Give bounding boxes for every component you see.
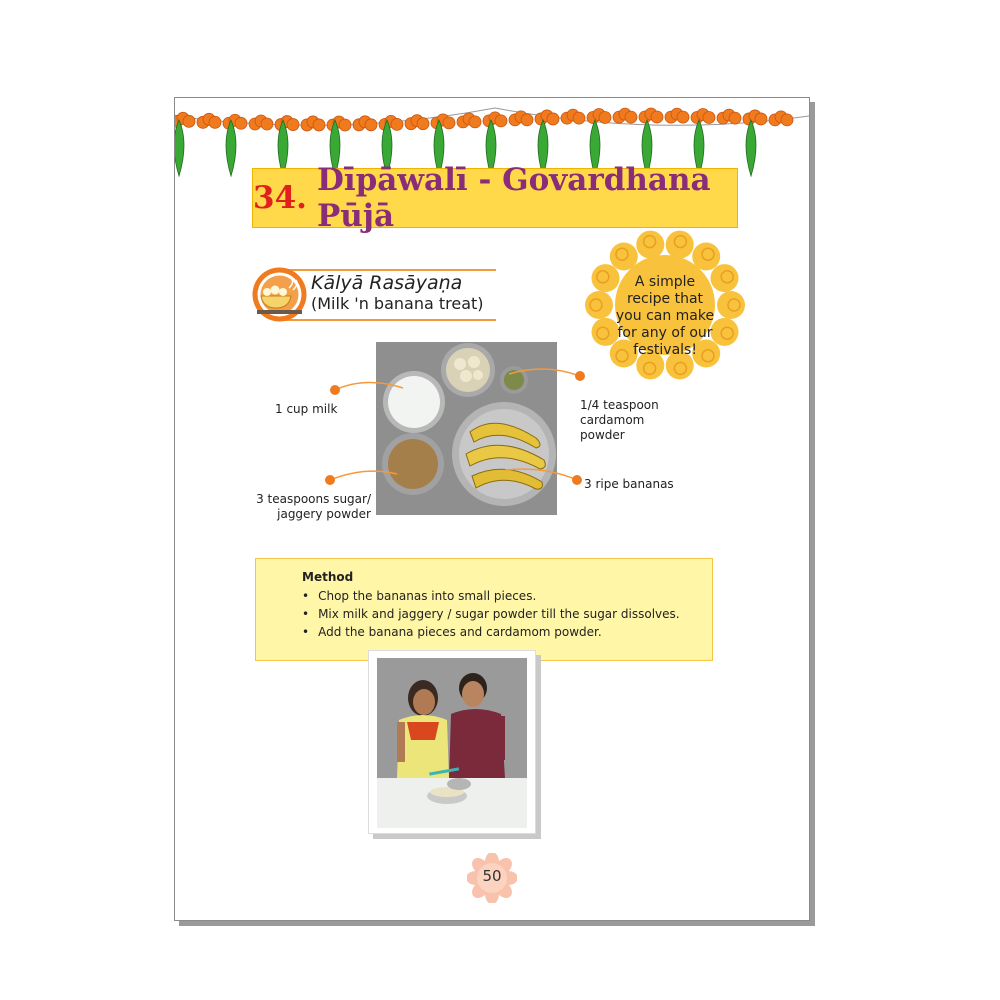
marigold-flower bbox=[509, 111, 533, 126]
page-number: 50 bbox=[482, 867, 502, 885]
marigold-flower bbox=[587, 109, 611, 124]
method-steps bbox=[302, 587, 680, 641]
marigold-flower bbox=[691, 109, 715, 124]
sun-ray bbox=[717, 291, 745, 319]
marigold-flower bbox=[483, 112, 507, 127]
book-page bbox=[174, 97, 810, 921]
bowl-of-sweets-icon bbox=[251, 266, 308, 323]
marigold-flower bbox=[327, 116, 351, 131]
children-cooking-photo bbox=[377, 658, 527, 828]
marigold-flower bbox=[665, 108, 689, 123]
sugar-label-line: jaggery powder bbox=[277, 507, 371, 521]
sun-ray bbox=[585, 291, 613, 319]
marigold-flower bbox=[561, 109, 585, 124]
ingredients-photo bbox=[376, 342, 557, 515]
marigold-flower bbox=[717, 109, 741, 124]
marigold-flower bbox=[353, 116, 377, 131]
sun-note-line: festivals! bbox=[633, 342, 697, 358]
sugar-label-line: 3 teaspoons sugar/ bbox=[256, 492, 371, 506]
mango-leaf bbox=[746, 120, 756, 176]
page-title bbox=[252, 162, 738, 234]
sun-ray bbox=[636, 231, 664, 259]
recipe-header bbox=[251, 266, 496, 323]
recipe-subtitle: (Milk 'n banana treat) bbox=[311, 294, 484, 313]
method-step-text: Add the banana pieces and cardamom powder. bbox=[318, 625, 602, 639]
divider bbox=[279, 319, 496, 321]
sun-note-line: A simple bbox=[634, 274, 696, 290]
marigold-flower bbox=[275, 116, 299, 131]
sun-note-line: recipe that bbox=[626, 291, 704, 307]
sun-ray bbox=[666, 231, 694, 259]
cardamom-label-line: cardamom bbox=[580, 413, 645, 427]
method-title: Method bbox=[302, 570, 354, 584]
marigold-flower bbox=[535, 110, 559, 125]
marigold-flower bbox=[223, 114, 247, 129]
sun-note bbox=[611, 274, 719, 359]
marigold-flower bbox=[379, 115, 403, 130]
method-step-text: Chop the bananas into small pieces. bbox=[318, 589, 537, 603]
method-step-text: Mix milk and jaggery / sugar powder till the sugar dissolves. bbox=[318, 607, 680, 621]
sun-note-line: you can make bbox=[615, 308, 715, 324]
marigold-flower bbox=[769, 111, 793, 126]
method-step bbox=[302, 605, 680, 623]
sun-note-line: for any of our bbox=[617, 325, 713, 341]
photo-frame bbox=[368, 650, 536, 834]
sugar-label bbox=[255, 492, 371, 522]
title-text: Dīpāwalī - Govardhana Pūjā bbox=[316, 162, 711, 234]
method-box bbox=[255, 558, 713, 661]
cardamom-label-line: 1/4 teaspoon bbox=[580, 398, 659, 412]
marigold-flower bbox=[743, 110, 767, 125]
divider bbox=[279, 269, 496, 271]
method-step bbox=[302, 587, 680, 605]
title-number: 34. bbox=[253, 180, 307, 216]
marigold-flower bbox=[301, 116, 325, 131]
marigold-flower bbox=[431, 114, 455, 129]
recipe-name: Kālyā Rasāyaṇa bbox=[311, 272, 463, 294]
marigold-flower bbox=[197, 113, 221, 128]
marigold-flower bbox=[249, 115, 273, 130]
marigold-flower bbox=[457, 113, 481, 128]
mango-leaf bbox=[175, 120, 184, 176]
marigold-flower bbox=[613, 108, 637, 123]
milk-label: 1 cup milk bbox=[275, 402, 338, 416]
cardamom-label-line: powder bbox=[580, 428, 625, 442]
cardamom-label bbox=[580, 398, 659, 443]
bananas-label: 3 ripe bananas bbox=[584, 477, 674, 491]
marigold-flower bbox=[639, 108, 663, 123]
method-step bbox=[302, 623, 680, 641]
marigold-flower bbox=[405, 115, 429, 130]
